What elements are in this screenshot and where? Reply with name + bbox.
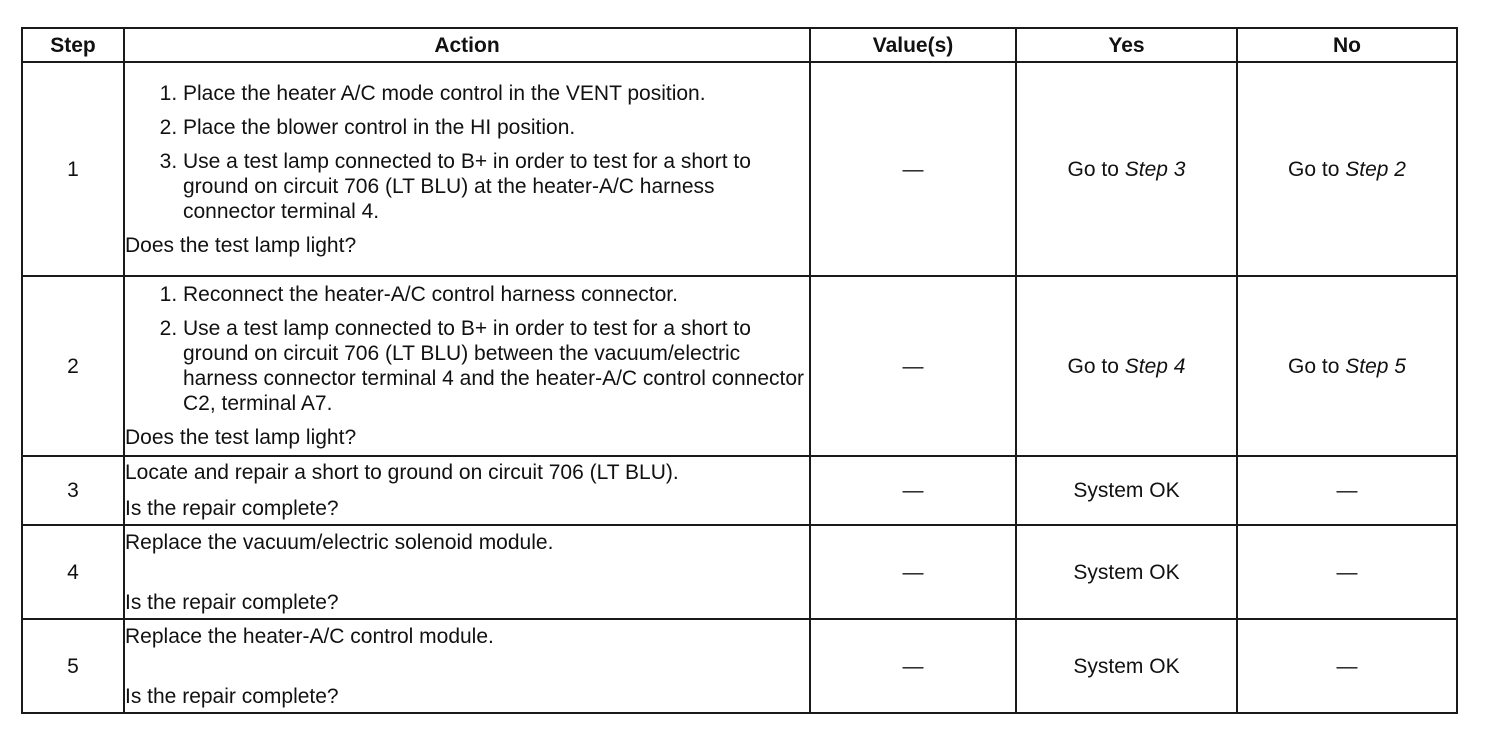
action-question: Does the test lamp light? xyxy=(125,426,357,449)
action-instruction: Replace the heater-A/C control module. xyxy=(125,624,494,648)
yes-cell xyxy=(1016,276,1237,456)
no-cell xyxy=(1237,276,1457,456)
table-row xyxy=(22,525,1457,619)
header-yes: Yes xyxy=(1016,28,1237,62)
value-cell: — xyxy=(810,456,1016,525)
no-prefix: Go to xyxy=(1288,157,1346,181)
value-cell: — xyxy=(810,62,1016,276)
yes-cell: System OK xyxy=(1016,456,1237,525)
action-question: Does the test lamp light? xyxy=(125,233,357,257)
yes-cell xyxy=(1016,62,1237,276)
header-action: Action xyxy=(124,28,810,62)
step-number: 3 xyxy=(22,456,124,525)
action-instruction: Replace the vacuum/electric solenoid module. xyxy=(125,530,554,554)
diagnostic-table xyxy=(21,27,1458,714)
table-row xyxy=(22,456,1457,525)
header-step: Step xyxy=(22,28,124,62)
yes-cell: System OK xyxy=(1016,619,1237,713)
action-steps xyxy=(125,282,809,416)
no-step-ref: Step 2 xyxy=(1345,157,1406,181)
action-step-item: 1. Reconnect the heater-A/C control harness connector. xyxy=(183,282,809,307)
action-cell xyxy=(124,276,810,456)
action-cell xyxy=(124,62,810,276)
step-number: 5 xyxy=(22,619,124,713)
header-values: Value(s) xyxy=(810,28,1016,62)
action-instruction: Locate and repair a short to ground on circuit 706 (LT BLU). xyxy=(125,461,679,484)
no-prefix: Go to xyxy=(1288,354,1346,378)
yes-prefix: Go to xyxy=(1067,157,1125,181)
no-cell xyxy=(1237,62,1457,276)
header-row xyxy=(22,28,1457,62)
yes-step-ref: Step 4 xyxy=(1124,354,1186,378)
no-cell: — xyxy=(1237,619,1457,713)
action-step-item: 2. Use a test lamp connected to B+ in order to test for a short to ground on circuit 706 (LT BLU) between the vacuum/electric harness connector terminal 4 and the heater-A/C control connector C2, terminal A7. xyxy=(183,316,809,416)
no-cell: — xyxy=(1237,525,1457,619)
value-cell: — xyxy=(810,276,1016,456)
action-question: Is the repair complete? xyxy=(125,497,339,520)
step-number: 1 xyxy=(22,62,124,276)
step-number: 2 xyxy=(22,276,124,456)
action-cell xyxy=(124,619,810,713)
no-step-ref: Step 5 xyxy=(1345,354,1406,378)
table-row xyxy=(22,619,1457,713)
action-step-item: 3. Use a test lamp connected to B+ in order to test for a short to ground on circuit 706 (LT BLU) at the heater-A/C harness connector terminal 4. xyxy=(183,149,809,224)
table-row xyxy=(22,62,1457,276)
action-cell xyxy=(124,525,810,619)
header-no: No xyxy=(1237,28,1457,62)
yes-cell: System OK xyxy=(1016,525,1237,619)
no-cell: — xyxy=(1237,456,1457,525)
action-steps xyxy=(125,81,809,224)
action-question: Is the repair complete? xyxy=(125,590,339,614)
yes-prefix: Go to xyxy=(1067,354,1125,378)
action-step-item: 2. Place the blower control in the HI position. xyxy=(183,115,809,140)
step-number: 4 xyxy=(22,525,124,619)
action-cell xyxy=(124,456,810,525)
value-cell: — xyxy=(810,619,1016,713)
table-row xyxy=(22,276,1457,456)
action-question: Is the repair complete? xyxy=(125,684,339,708)
value-cell: — xyxy=(810,525,1016,619)
yes-step-ref: Step 3 xyxy=(1124,157,1186,181)
action-step-item: 1. Place the heater A/C mode control in the VENT position. xyxy=(183,81,809,106)
